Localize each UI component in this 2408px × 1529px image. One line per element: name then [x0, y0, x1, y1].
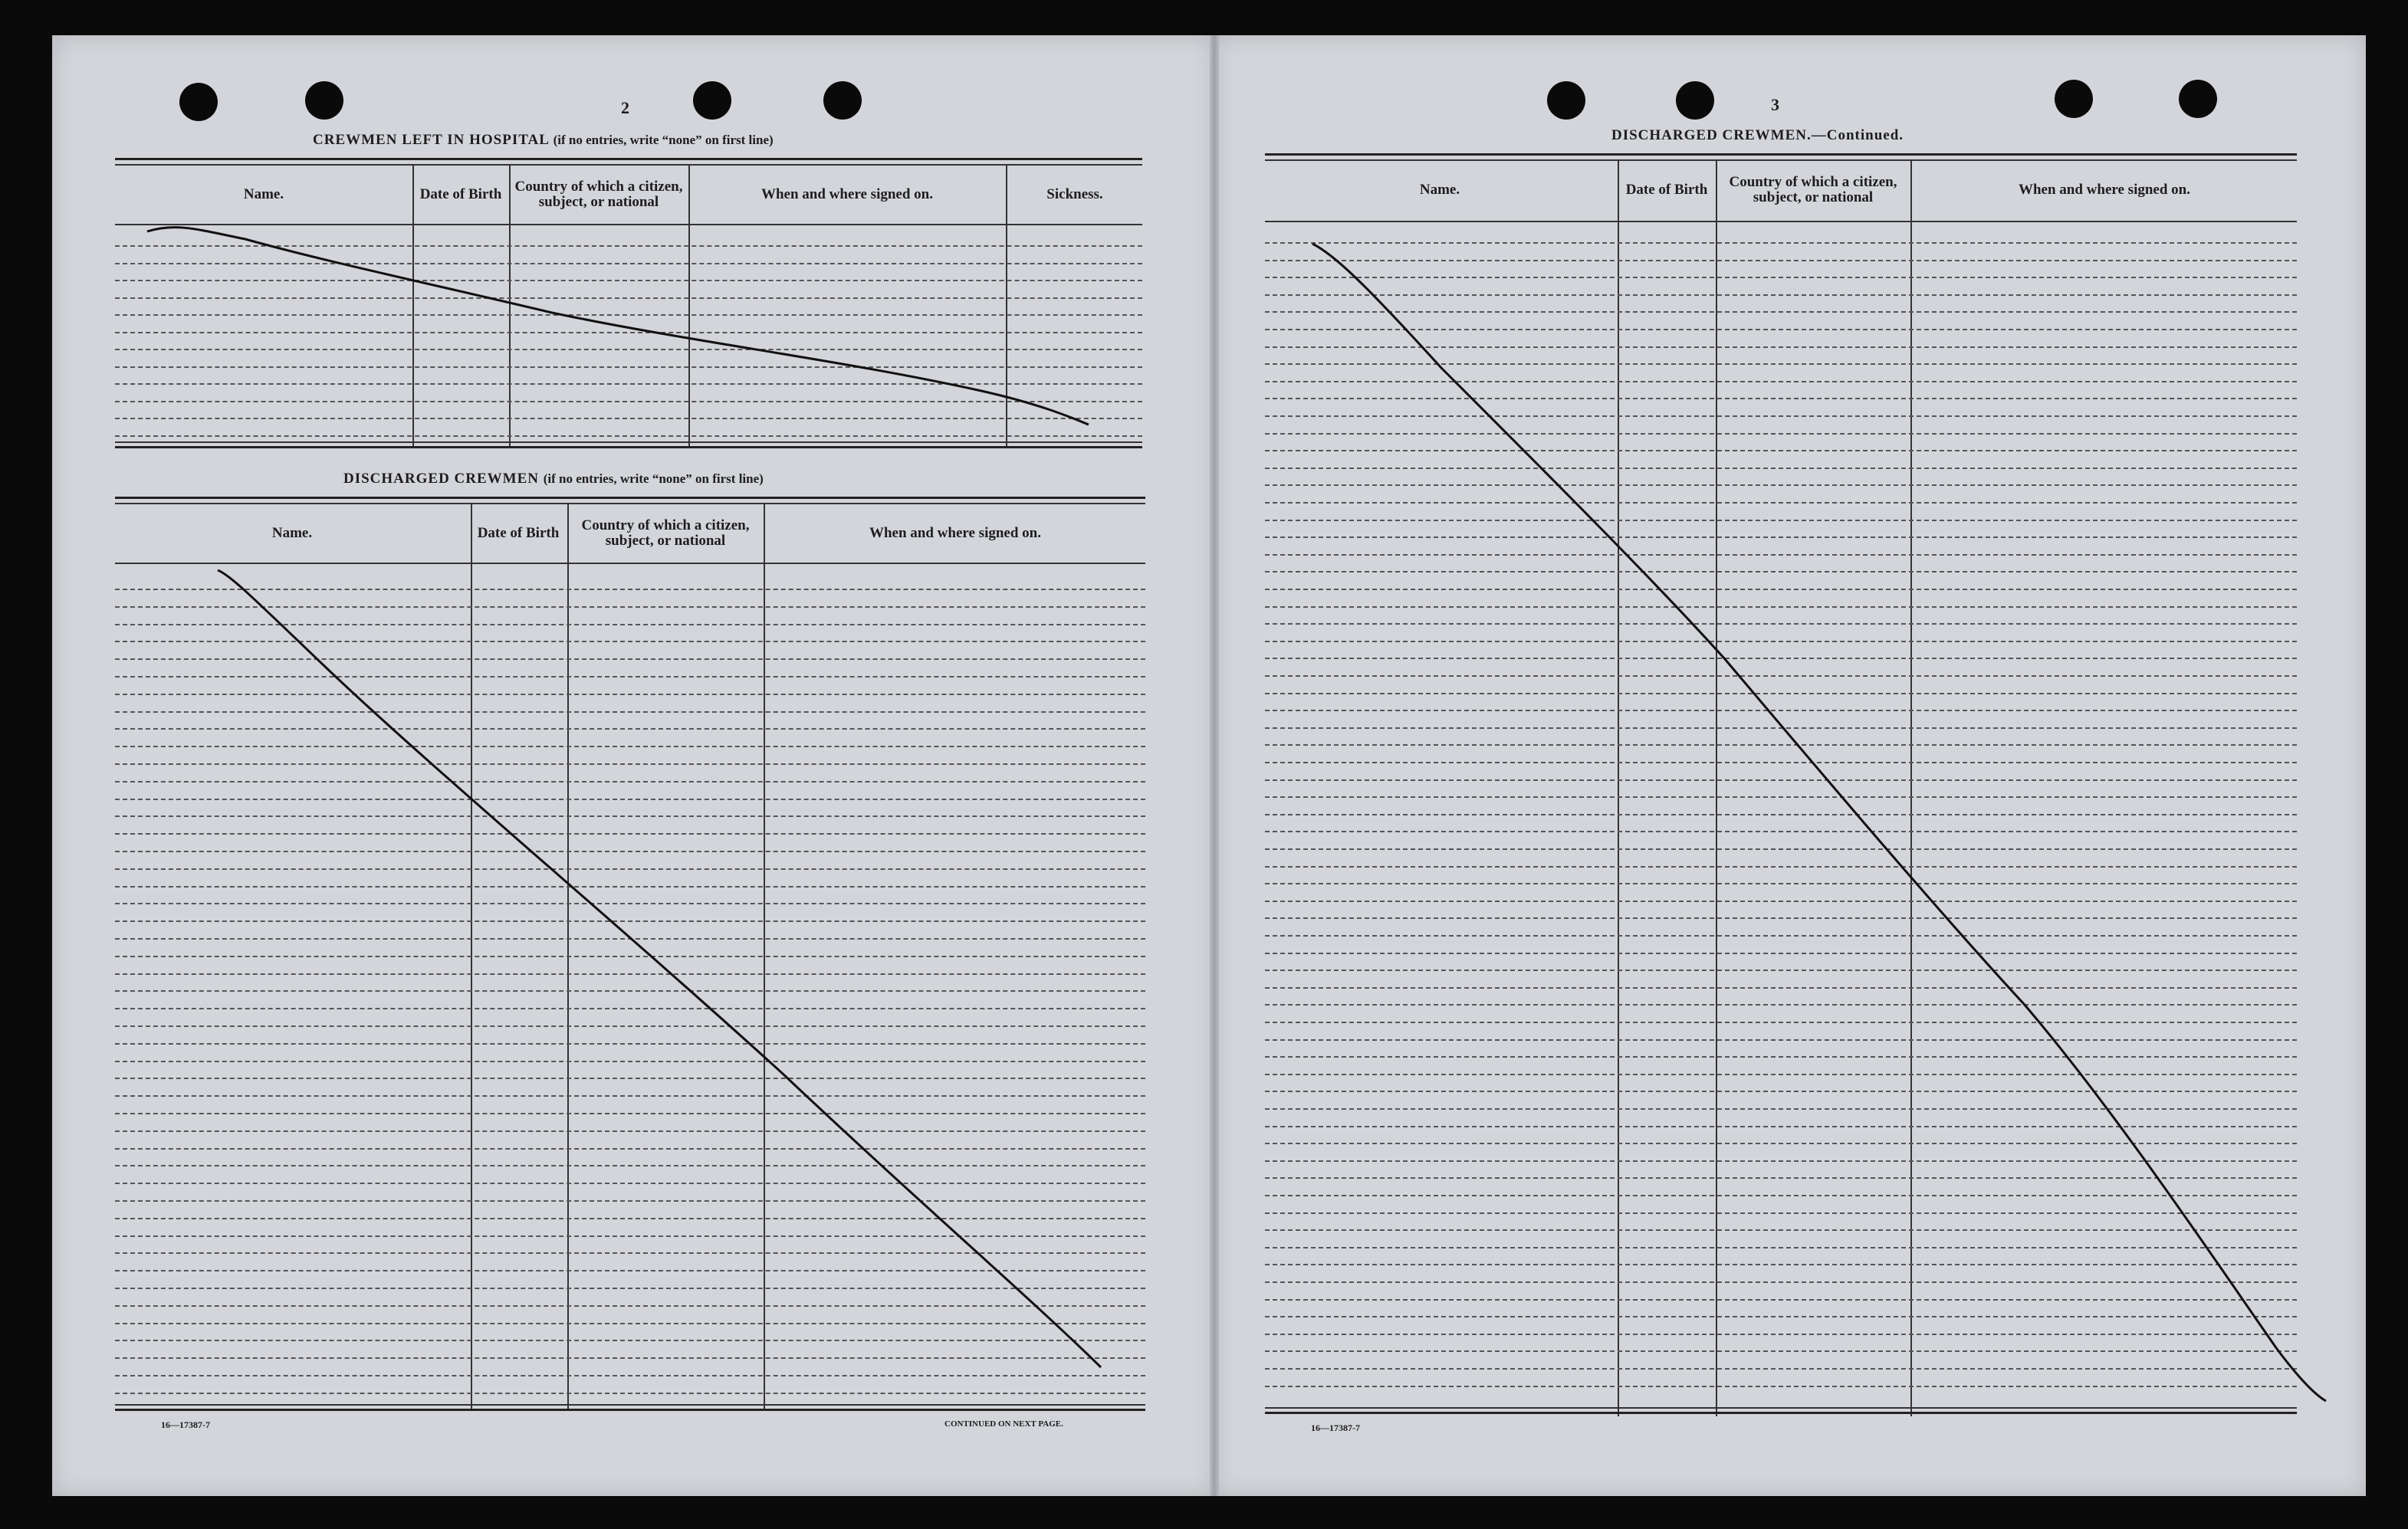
right-col-country: Country of which a citizen, subject, or national	[1729, 174, 1897, 205]
continued-note: CONTINUED ON NEXT PAGE.	[944, 1419, 1063, 1429]
discharged-title-text: DISCHARGED CREWMEN	[343, 471, 539, 487]
hospital-col-name: Name.	[243, 186, 284, 202]
right-section-title: DISCHARGED CREWMEN.—Continued.	[1611, 127, 1904, 143]
strike-line-hospital	[147, 228, 1089, 425]
discharged-instruction: (if no entries, write “none” on first line)	[543, 471, 764, 486]
hospital-col-signed-on: When and where signed on.	[761, 186, 933, 202]
right-col-name: Name.	[1419, 182, 1460, 198]
discharged-col-country: Country of which a citizen, subject, or national	[581, 517, 750, 549]
form-number: 16—17387-7	[161, 1419, 210, 1430]
right-col-signed-on: When and where signed on.	[2018, 182, 2190, 198]
form-number: 16—17387-7	[1311, 1422, 1360, 1433]
hospital-col-dob: Date of Birth	[419, 186, 502, 202]
strike-line-discharged-left	[218, 570, 1101, 1367]
right-col-dob: Date of Birth	[1625, 182, 1708, 198]
hospital-col-country: Country of which a citizen, subject, or national	[514, 179, 683, 210]
discharged-col-name: Name.	[271, 525, 313, 541]
strike-line-discharged-right	[1312, 244, 2326, 1401]
discharged-col-signed-on: When and where signed on.	[869, 525, 1041, 541]
discharged-col-dob: Date of Birth	[477, 525, 560, 541]
hospital-title-text: CREWMEN LEFT IN HOSPITAL	[313, 132, 549, 148]
hospital-col-sickness: Sickness.	[1046, 186, 1103, 202]
page-number: 2	[621, 98, 629, 117]
page-number: 3	[1771, 95, 1779, 114]
hospital-instruction: (if no entries, write “none” on first line)	[553, 133, 774, 147]
